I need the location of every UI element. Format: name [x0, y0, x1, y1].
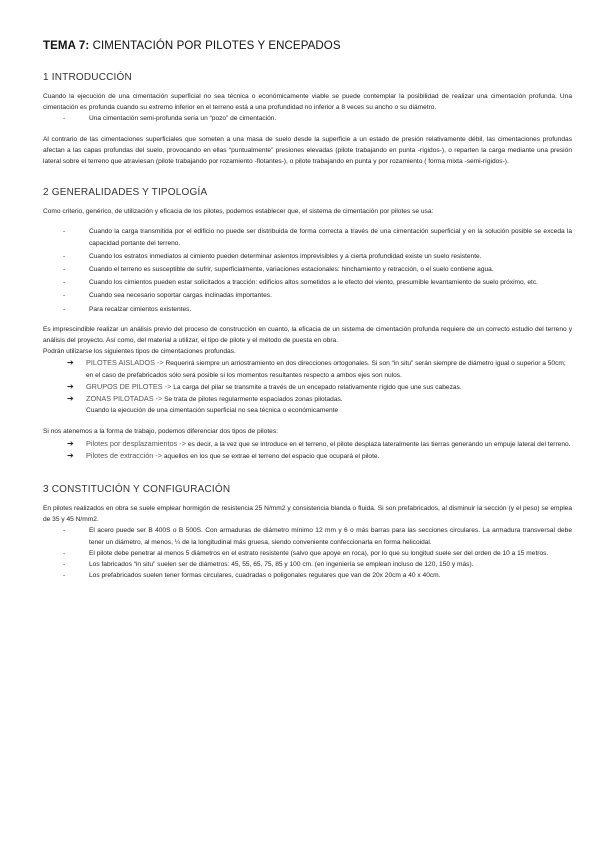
paragraph: En pilotes realizados en obra se suele emplear hormigón de resistencia 25 N/mm2 y consistencia blanda o fluida. Si son prefabricados, al disminuir la sección (y el peso) se emplea de 35 y 45 N/mm2.: [43, 505, 572, 524]
list-item: [43, 277, 572, 288]
dash-marker: -: [63, 115, 66, 123]
arrow-item-heading: ZONAS PILOTADAS ->: [86, 394, 163, 404]
list-item-text: Cuando los cimientos pueden estar solicitados a tracción: edificios altos sometidos a le efecto del viento, presumible levantamiento de suelo próximo, etc.: [89, 279, 538, 287]
dash-marker: -: [63, 266, 66, 274]
dash-marker: -: [63, 228, 66, 236]
dash-marker: -: [63, 292, 66, 300]
list-item: [43, 226, 572, 248]
arrow-item-text: La carga del pilar se transmite a través de un encepado relativamente rígido que une sus cabezas.: [171, 383, 462, 391]
section-heading: 1 INTRODUCCIÓN: [43, 72, 132, 83]
section-generalidades: [43, 187, 572, 462]
arrow-item: [43, 450, 572, 462]
arrow-icon: ➔: [67, 381, 74, 391]
dash-marker: -: [63, 252, 66, 260]
arrow-icon: ➔: [67, 394, 74, 404]
list-item: [43, 251, 572, 262]
paragraph: Es imprescindible realizar un análisis previo del proceso de construcción en cuanto, la eficacia de un sistema de cimentación profunda requiere de un correcto estudio del terreno y análisis del proyecto. Así como, del material a utilizar, el tipo de pilote y el método de puesta en obra.: [43, 325, 572, 345]
arrow-item: [43, 357, 572, 380]
list-item: [43, 264, 572, 275]
list-item: [43, 525, 572, 547]
list-item: [43, 290, 572, 301]
paragraph: Cuando la ejecución de una cimentación superficial no sea técnica o económicamente viable se puede contemplar la posibilidad de realizar una cimentación profunda. Una cimentación es profunda cuando su extremo inferior en el terreno está a una profundidad no inferior a 8 veces su ancho o su diámetro.: [43, 93, 572, 112]
list-item-text: Cuando la carga transmitida por el edificio no puede ser distribuida de forma correcta a través de una cimentación superficial y en la solución posible se exceda la capacidad portante del terreno.: [89, 228, 572, 247]
dash-marker: -: [63, 572, 66, 580]
list-item-text: El pilote debe penetrar al menos 5 diámetros en el estrato resistente (salvo que apoye en roca), por lo que su longitud suele ser del orden de 10 a 15 metros.: [89, 549, 549, 557]
section-introduccion: [43, 72, 572, 167]
page-title: [43, 40, 572, 52]
paragraph: Si nos atenemos a la forma de trabajo, podemos diferenciar dos tipos de pilotes:: [43, 428, 278, 436]
arrow-item-heading: GRUPOS DE PILOTES ->: [86, 381, 172, 391]
arrow-item-text: Requerirá siempre un arriostramiento en dos direcciones ortogonales. Si son “in situ” serán siempre de diámetro igual o superior a 50cm; en el caso de prefabricados sólo será posible si los momentos resultantes respecto a ambos ejes son nulos.: [86, 360, 566, 379]
dash-marker: -: [63, 549, 66, 557]
paragraph: Como criterio, genérico, de utilización y eficacia de los pilotes, podemos establecer que, el sistema de cimentación por pilotes se usa:: [43, 208, 434, 216]
title-text: CIMENTACIÓN POR PILOTES Y ENCEPADOS: [89, 40, 341, 52]
list-item: [43, 113, 572, 124]
section-constitucion: [43, 484, 572, 581]
arrow-icon: ➔: [67, 438, 74, 448]
arrow-item: [43, 381, 572, 393]
paragraph: Al contrario de las cimentaciones superficiales que someten a una masa de suelo desde la superficie a un estado de presión relativamente débil, las cimentaciones profundas afectan a las capas profundas del suelo, provocando en ellas “puntualmente” presiones elevadas (pilote trabajando en punta -rígidos-), o reparten la carga mediante una presión lateral sobre el terreno que atraviesan (pilote trabajando por rozamiento -flotantes-), o pilote trabajando en punta y por rozamiento ( forma mixta -semi-rígidos-).: [43, 135, 572, 166]
arrow-item: [43, 438, 572, 450]
list-item: [43, 559, 572, 570]
arrow-item-heading: Pilotes de extracción ->: [86, 450, 163, 460]
list-item-text: Los fabricados “in situ” suelen ser de diámetros: 45, 55, 65, 75, 85 y 100 cm. (en ingeniería se emplean incluso de 120, 150 y más).: [89, 561, 474, 569]
list-item-text: Para recalzar cimientos existentes.: [89, 305, 192, 313]
list-item-text: Una cimentación semi-profunda sería un “pozo” de cimentación.: [89, 115, 277, 123]
dash-marker: -: [63, 561, 66, 569]
arrow-item-heading: Pilotes por desplazamientos ->: [86, 438, 186, 448]
arrow-item-extra-text: Cuando la ejecución de una cimentación superficial no sea técnica o económicamente: [86, 407, 339, 415]
list-item-text: Cuando el terreno es susceptible de sufrir, superficialmente, variaciones estacionales: hinchamiento y retracción, o el suelo contiene agua.: [89, 266, 494, 274]
arrow-item-heading: PILOTES AISLADOS ->: [86, 358, 164, 368]
arrow-item-text: aquellos en los que se extrae el terreno del espacio que ocupará el pilote.: [162, 452, 380, 460]
paragraph: Podrán utilizarse los siguientes tipos de cimentaciones profundas.: [43, 348, 236, 356]
section-heading: 2 GENERALIDADES Y TIPOLOGÍA: [43, 187, 208, 199]
arrow-icon: ➔: [67, 450, 74, 460]
arrow-item: [43, 393, 572, 416]
list-item: [43, 304, 572, 315]
dash-marker: -: [63, 279, 66, 287]
list-item-text: Cuando sea necesario soportar cargas inclinadas importantes.: [89, 292, 272, 300]
list-item-text: El acero puede ser B 400S o B 500S. Con armaduras de diámetro mínimo 12 mm y 6 o más barras para las secciones circulares. La armadura transversal debe tener un diámetro, al menos, ¼ de la longitudinal más gruesa, siendo conveniente confeccionarla en forma helicoidal.: [89, 527, 572, 546]
arrow-item-text: es decir, a la vez que se introduce en el terreno, el pilote desplaza lateralmente las tierras generando un empuje lateral del terreno.: [185, 440, 571, 448]
dash-marker: -: [63, 527, 66, 535]
arrow-item-text: Se trata de pilotes regularmente espaciados zonas pilotadas.: [162, 396, 343, 404]
list-item-text: Cuando los estratos inmediatos al cimiento pueden determinar asientos imprevisibles y a cierta profundidad existe un suelo resistente.: [89, 252, 482, 260]
section-heading: 3 CONSTITUCIÓN Y CONFIGURACIÓN: [43, 484, 231, 496]
list-item-text: Los prefabricados suelen tener formas circulares, cuadradas o poligonales regulares que van de 20x 20cm a 40 x 40cm.: [89, 572, 441, 580]
dash-marker: -: [63, 305, 66, 313]
list-item: [43, 570, 572, 581]
title-number: TEMA 7:: [43, 40, 90, 52]
list-item: [43, 548, 572, 559]
arrow-icon: ➔: [67, 358, 74, 368]
